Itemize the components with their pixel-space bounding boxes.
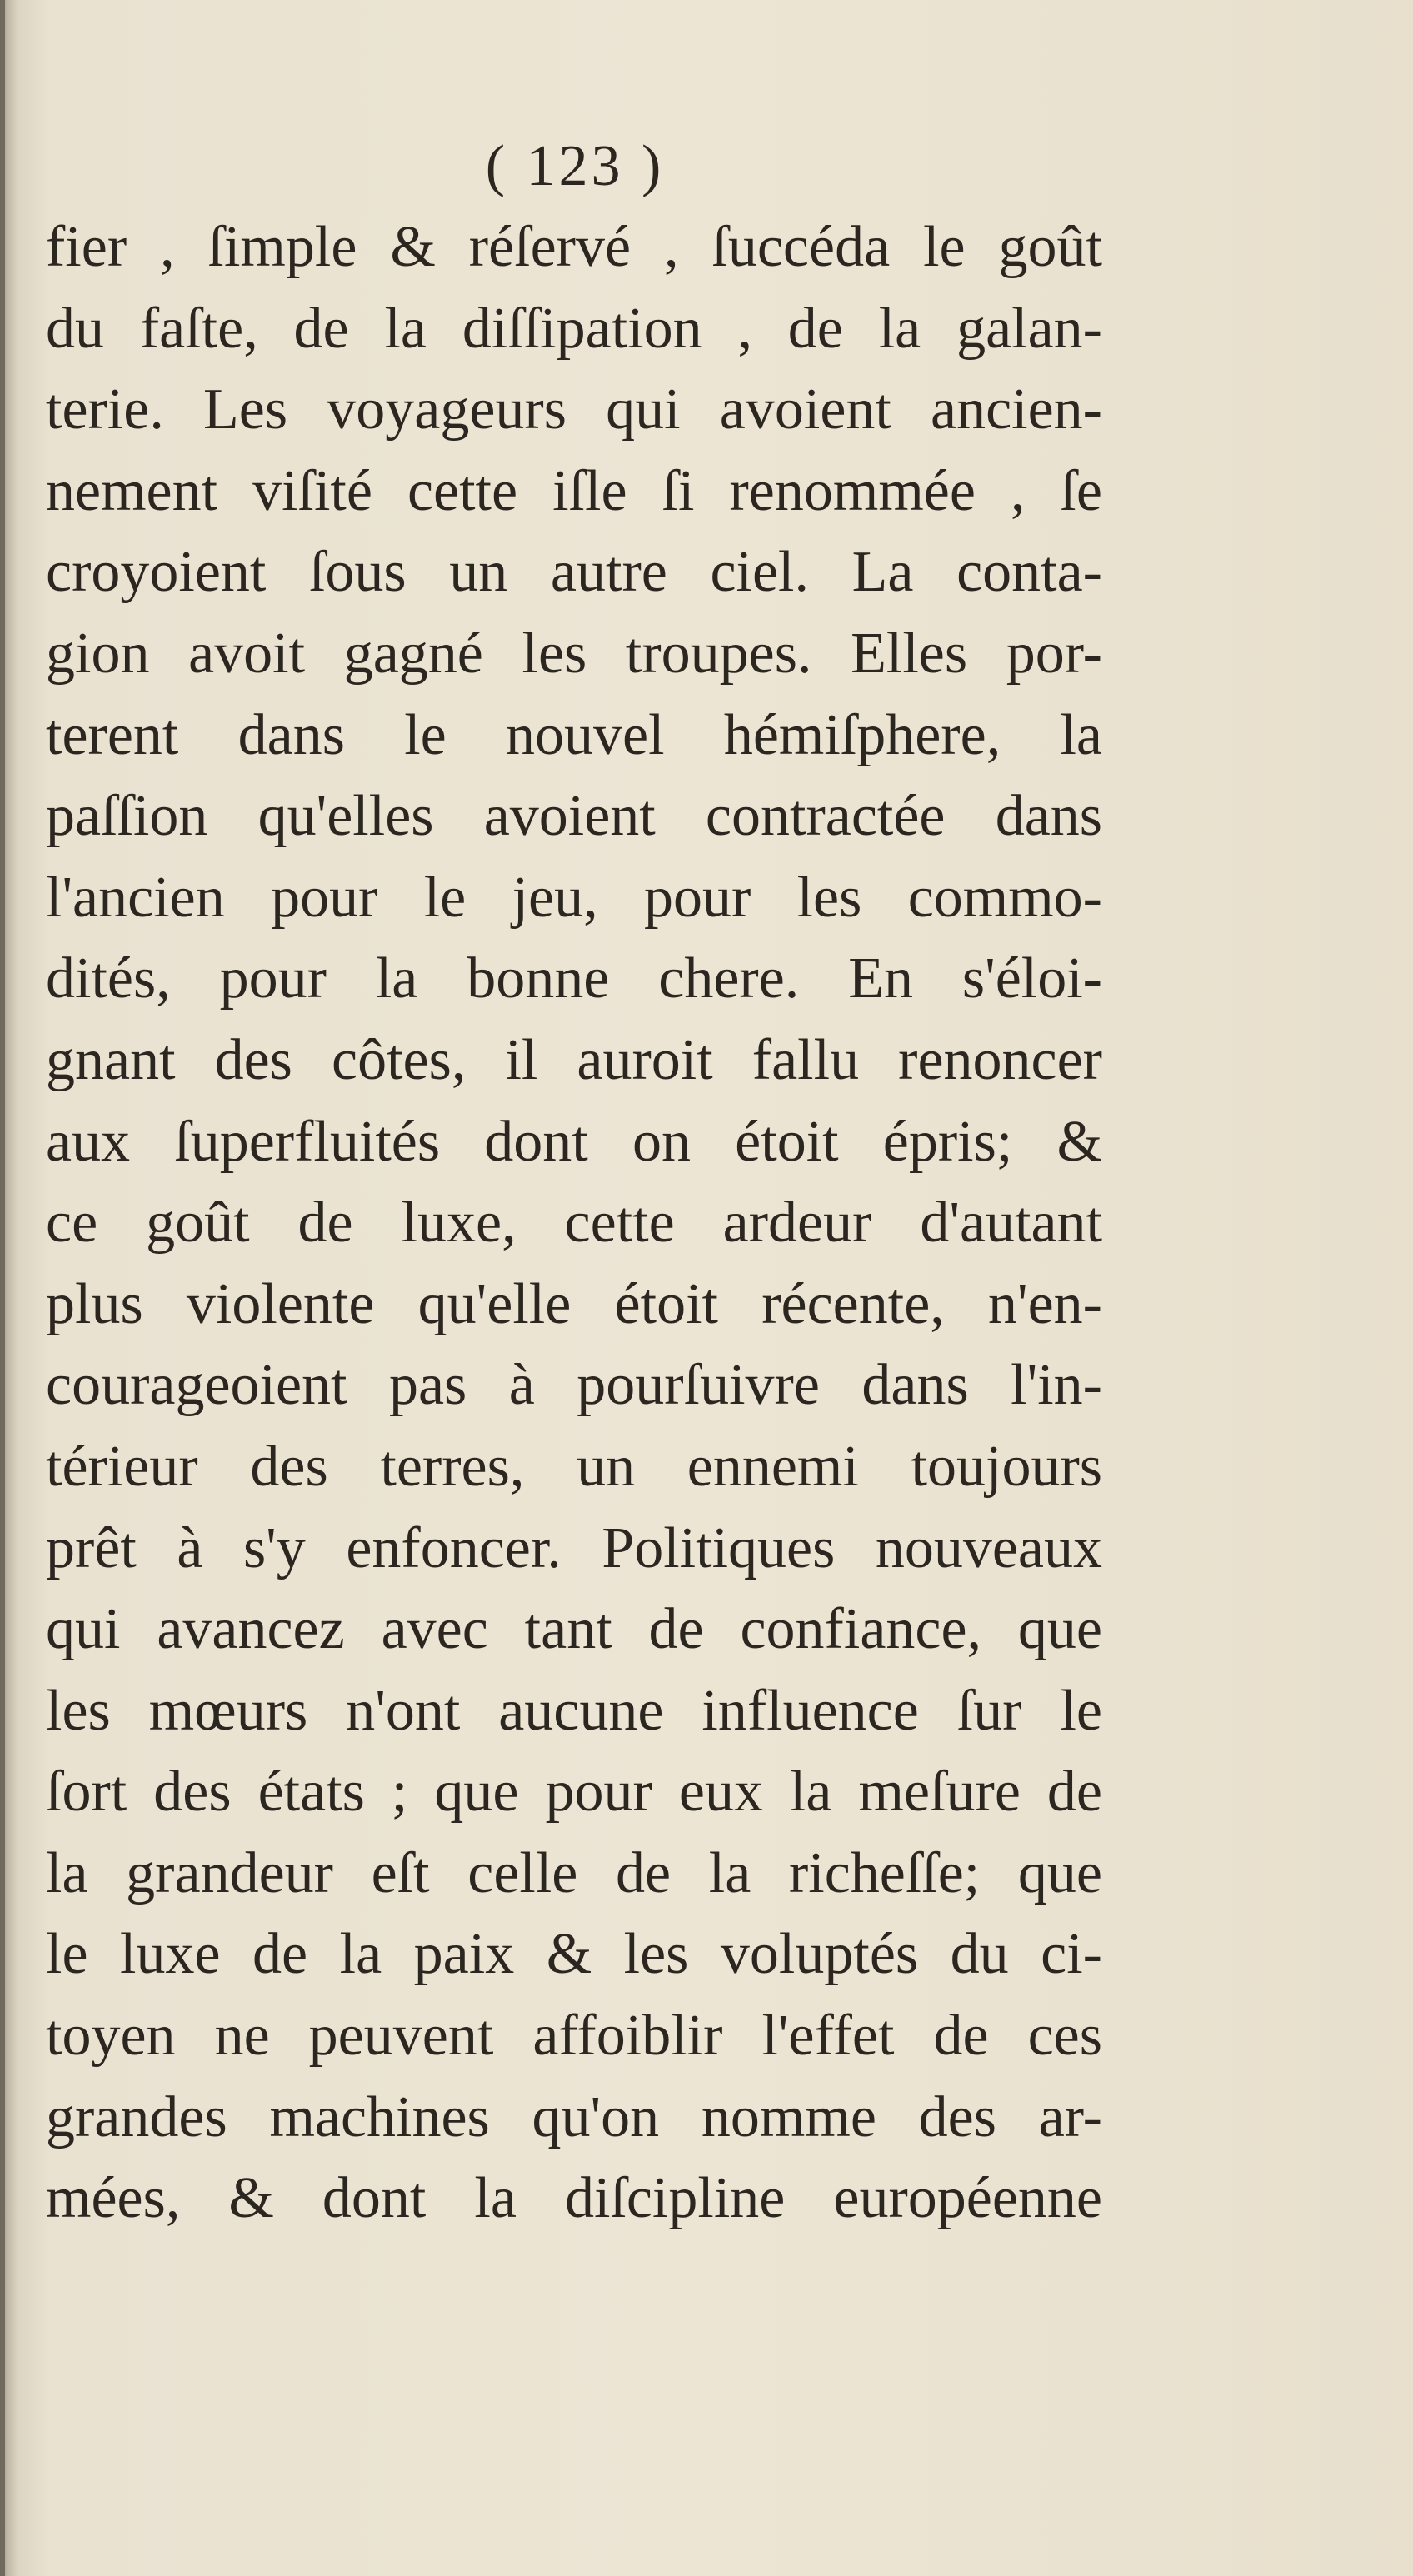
text-line: courageoient pas à pourſuivre dans l'in- bbox=[46, 1353, 1102, 1418]
text-line: fier , ſimple & réſervé , ſuccéda le goût bbox=[46, 215, 1102, 279]
text-line: ſort des états ; que pour eux la meſure de bbox=[46, 1760, 1102, 1825]
text-line: terent dans le nouvel hémiſphere, la bbox=[46, 702, 1102, 767]
text-line: les mœurs n'ont aucune influence ſur le bbox=[46, 1678, 1102, 1743]
text-line: paſſion qu'elles avoient contractée dans bbox=[46, 784, 1102, 849]
text-line: térieur des terres, un ennemi toujours bbox=[46, 1434, 1102, 1499]
page-body-text bbox=[46, 207, 1102, 2239]
text-line: mées, & dont la diſcipline européenne bbox=[46, 2166, 1102, 2231]
text-line: terie. Les voyageurs qui avoient ancien- bbox=[46, 377, 1102, 442]
text-line: le luxe de la paix & les voluptés du ci- bbox=[46, 1922, 1102, 1987]
text-line: gnant des côtes, il auroit fallu renoncer bbox=[46, 1027, 1102, 1092]
text-line: croyoient ſous un autre ciel. La conta- bbox=[46, 540, 1102, 605]
text-line: la grandeur eſt celle de la richeſſe; que bbox=[46, 1840, 1102, 1905]
text-line: plus violente qu'elle étoit récente, n'en- bbox=[46, 1271, 1102, 1336]
text-line: prêt à s'y enfoncer. Politiques nouveaux bbox=[46, 1515, 1102, 1580]
text-line: toyen ne peuvent affoiblir l'effet de ces bbox=[46, 2004, 1102, 2069]
text-line: dités, pour la bonne chere. En s'éloi- bbox=[46, 946, 1102, 1011]
text-line: grandes machines qu'on nomme des ar- bbox=[46, 2084, 1102, 2149]
text-line: qui avancez avec tant de confiance, que bbox=[46, 1597, 1102, 1662]
page-binding-edge bbox=[0, 0, 5, 2576]
text-line: nement viſité cette iſle ſi renommée , ſe bbox=[46, 458, 1102, 523]
text-line: gion avoit gagné les troupes. Elles por- bbox=[46, 621, 1102, 686]
page-number: ( 123 ) bbox=[485, 134, 665, 198]
text-line: du faſte, de la diſſipation , de la galan- bbox=[46, 296, 1102, 361]
text-line: l'ancien pour le jeu, pour les commo- bbox=[46, 865, 1102, 930]
text-line: aux ſuperfluités dont on étoit épris; & bbox=[46, 1109, 1102, 1174]
text-line: ce goût de luxe, cette ardeur d'autant bbox=[46, 1191, 1102, 1256]
